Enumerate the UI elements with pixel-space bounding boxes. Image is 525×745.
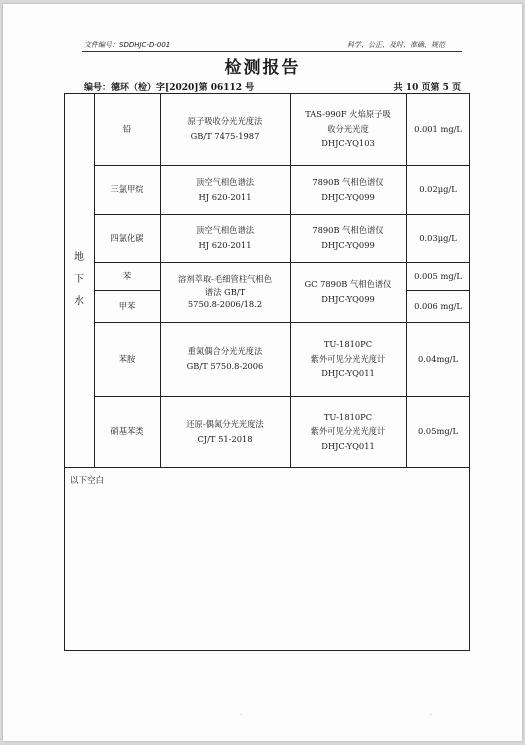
item-cell bbox=[94, 214, 160, 262]
instrument-cell bbox=[290, 165, 406, 214]
category-groundwater bbox=[64, 93, 94, 467]
instrument-line: GC 7890B 气相色谱仪 bbox=[304, 279, 392, 290]
instrument-line: TU-1810PC bbox=[323, 411, 373, 422]
method-cell bbox=[160, 322, 290, 396]
method-cell bbox=[160, 214, 290, 262]
instrument-line: DHJC-YQ099 bbox=[321, 191, 375, 202]
method-cell bbox=[160, 93, 290, 165]
instrument-line: DHJC-YQ099 bbox=[321, 294, 375, 304]
category-char: 下 bbox=[74, 274, 84, 285]
item-name: 苯胺 bbox=[118, 353, 136, 364]
blank-below-note: 以下空白 bbox=[70, 476, 105, 486]
method-line: 溶剂萃取-毛细管柱气相色 bbox=[177, 273, 273, 284]
instrument-line: 收分光光度 bbox=[327, 123, 369, 134]
item-cell bbox=[94, 262, 160, 290]
header-rule bbox=[82, 51, 462, 52]
instrument-line: 7890B 气相色谱仪 bbox=[312, 176, 384, 187]
instrument-line: DHJC-YQ011 bbox=[321, 368, 375, 379]
method-line: HJ 620-2011 bbox=[198, 240, 252, 250]
detection-limit: 0.04mg/L bbox=[418, 353, 458, 364]
instrument-cell bbox=[290, 93, 406, 165]
method-line: 重氮偶合分光光度法 bbox=[187, 346, 263, 357]
item-name: 铅 bbox=[122, 123, 132, 134]
limit-cell bbox=[406, 262, 470, 290]
instrument-cell bbox=[290, 262, 406, 322]
item-cell bbox=[94, 322, 160, 396]
item-cell bbox=[94, 93, 160, 165]
limit-cell bbox=[406, 290, 470, 322]
limit-cell bbox=[406, 322, 470, 396]
method-cell bbox=[160, 165, 290, 214]
page-number: 共 10 页第 5 页 bbox=[393, 83, 461, 93]
limit-cell bbox=[406, 214, 470, 262]
instrument-cell bbox=[290, 322, 406, 396]
detection-limit: 0.005 mg/L bbox=[414, 270, 462, 281]
detection-limit: 0.03μg/L bbox=[419, 232, 457, 243]
detection-limit: 0.05mg/L bbox=[418, 426, 458, 437]
item-cell bbox=[94, 290, 160, 322]
method-line: 原子吸收分光光度法 bbox=[187, 116, 263, 127]
method-line: GB/T 5750.8-2006 bbox=[186, 361, 264, 371]
detection-limit: 0.02μg/L bbox=[419, 184, 457, 195]
detection-limit: 0.001 mg/L bbox=[414, 123, 462, 134]
method-line: CJ/T 51-2018 bbox=[197, 433, 253, 444]
method-line: 还原-偶氮分光光度法 bbox=[186, 418, 264, 429]
item-name: 甲苯 bbox=[118, 300, 136, 311]
method-cell bbox=[160, 262, 290, 322]
scan-mark: · bbox=[240, 712, 242, 719]
instrument-cell bbox=[290, 396, 406, 467]
limit-cell bbox=[406, 396, 470, 467]
file-number: 文件编号：SDDHJC-D-001 bbox=[84, 41, 171, 49]
report-number: 编号：德环（检）字[2020]第 06112 号 bbox=[84, 83, 255, 93]
instrument-line: DHJC-YQ103 bbox=[321, 138, 375, 149]
item-cell bbox=[94, 165, 160, 214]
instrument-line: 紫外可见分光光度计 bbox=[310, 353, 386, 364]
item-cell bbox=[94, 396, 160, 467]
grid-line bbox=[64, 467, 470, 468]
header-motto: 科学、公正、及时、准确、规范 bbox=[347, 41, 445, 49]
page-title: 检测报告 bbox=[224, 58, 301, 78]
category-char: 地 bbox=[74, 252, 84, 263]
instrument-line: DHJC-YQ099 bbox=[321, 240, 375, 250]
limit-cell bbox=[406, 165, 470, 214]
item-name: 硝基苯类 bbox=[110, 426, 144, 437]
method-line: 顶空气相色谱法 bbox=[195, 225, 255, 236]
scan-mark: · bbox=[430, 712, 432, 719]
method-line: HJ 620-2011 bbox=[198, 191, 252, 202]
item-name: 四氯化碳 bbox=[110, 232, 144, 243]
instrument-line: 紫外可见分光光度计 bbox=[310, 426, 386, 437]
method-line: 5750.8-2006/18.2 bbox=[187, 299, 263, 310]
item-name: 三氯甲烷 bbox=[110, 184, 144, 195]
limit-cell bbox=[406, 93, 470, 165]
instrument-line: TU-1810PC bbox=[323, 339, 373, 350]
instrument-line: 7890B 气相色谱仪 bbox=[312, 225, 384, 236]
instrument-cell bbox=[290, 214, 406, 262]
method-cell bbox=[160, 396, 290, 467]
category-char: 水 bbox=[74, 296, 84, 307]
instrument-line: TAS-990F 火焰原子吸 bbox=[305, 109, 391, 120]
method-line: 顶空气相色谱法 bbox=[195, 176, 255, 187]
item-name: 苯 bbox=[122, 270, 132, 281]
detection-limit: 0.006 mg/L bbox=[414, 300, 462, 311]
method-line: GB/T 7475-1987 bbox=[190, 131, 260, 141]
method-line: 谱法 GB/T bbox=[204, 286, 246, 297]
instrument-line: DHJC-YQ011 bbox=[321, 440, 375, 451]
